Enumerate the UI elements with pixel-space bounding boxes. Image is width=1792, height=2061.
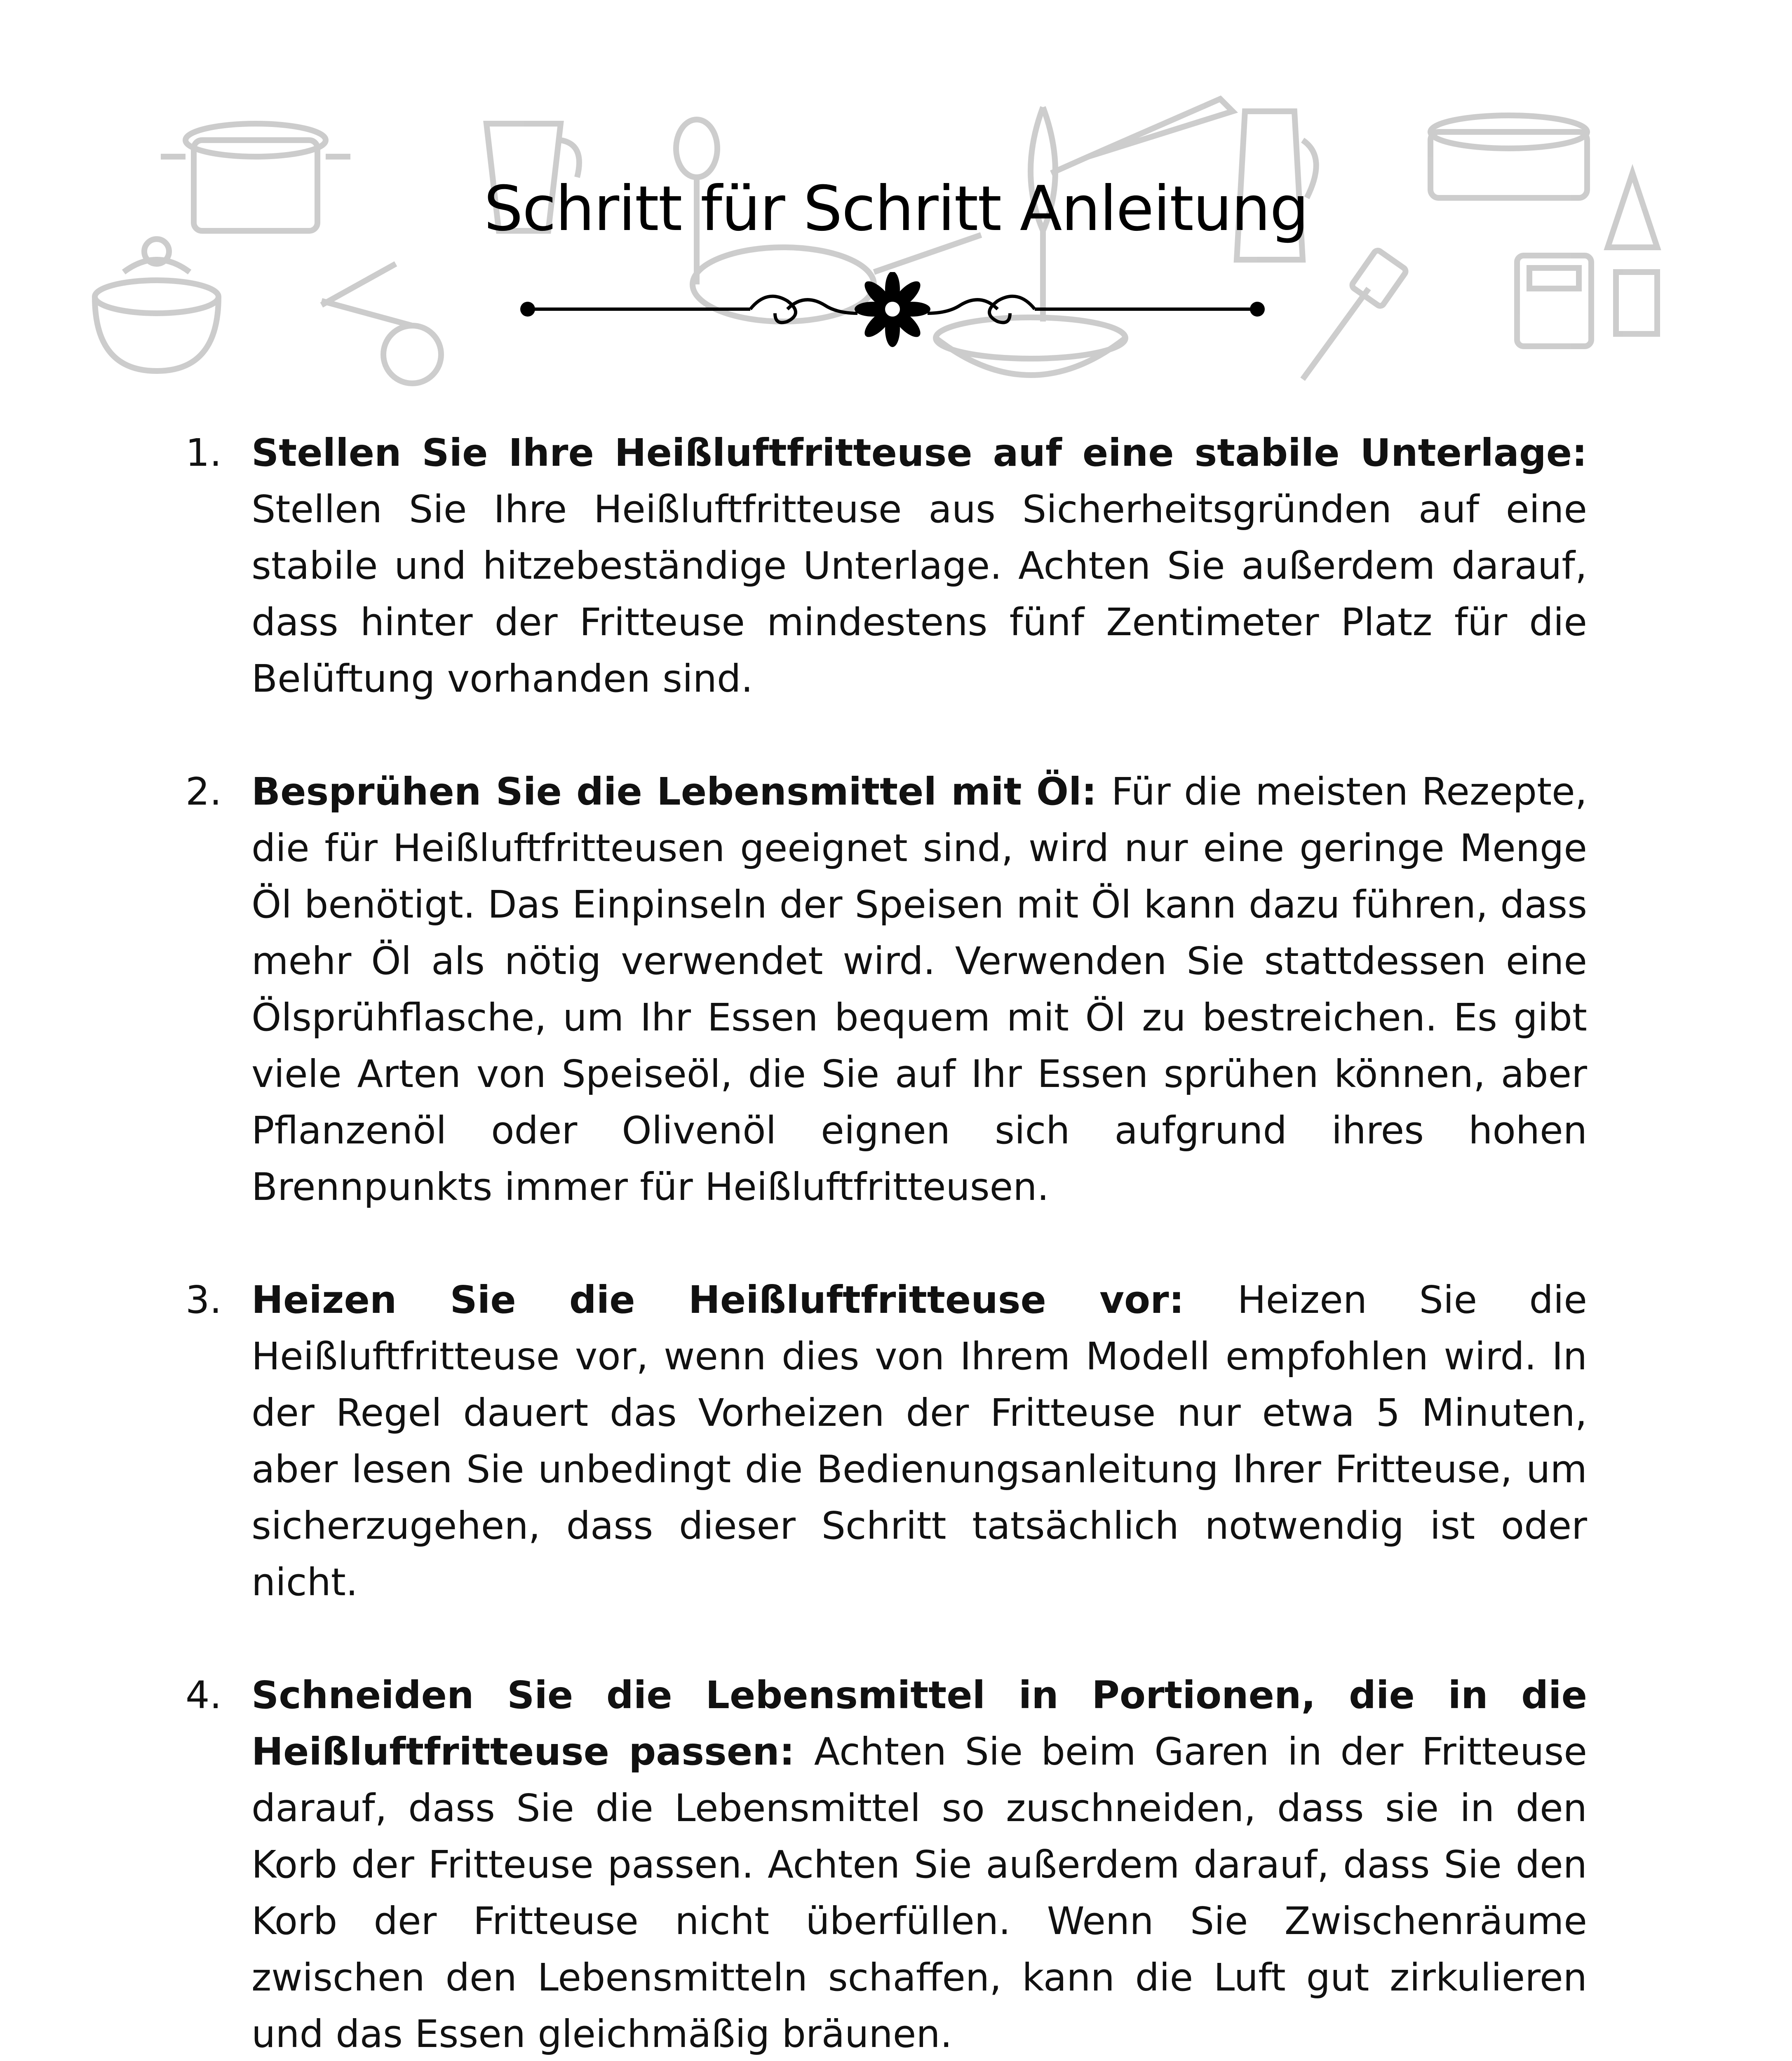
step-number: 4. [186, 1673, 222, 1717]
step-heading: Heizen Sie die Heißluftfritteuse vor: [251, 1278, 1238, 1322]
flower-icon [855, 272, 930, 347]
step-number: 2. [186, 770, 222, 814]
step-number: 1. [186, 431, 222, 475]
knife-icon [1051, 99, 1233, 173]
step-heading: Stellen Sie Ihre Heißluftfritteuse auf eine stabile Unterlage: [251, 431, 1587, 475]
list-item [177, 425, 1587, 707]
ornament-divider [519, 272, 1266, 363]
step-heading: Besprühen Sie die Lebensmittel mit Öl: [251, 770, 1111, 814]
flourish-left-icon [750, 296, 857, 323]
step-heading: Schneiden Sie die Lebensmittel in Portionen, die in die Heißluftfritteuse passen: [251, 1673, 1587, 1774]
step-text: Achten Sie beim Garen in der Fritteuse darauf, dass Sie die Lebensmittel so zuschneiden, dass sie in den Korb der Fritteuse passen. Achten Sie außerdem darauf, dass Sie den Korb der Fritteuse nicht überfüllen. Wenn Sie Zwischenräume zwischen den Lebensmitteln schaffen, kann die Luft gut zirkulieren und das Essen gleichmäßig bräunen. [251, 1730, 1587, 2056]
kitchen-scale-icon [1517, 256, 1591, 346]
instruction-list [177, 425, 1587, 2061]
list-item [177, 1272, 1587, 1610]
page-title: Schritt für Schritt Anleitung [484, 173, 1308, 245]
list-item [177, 763, 1587, 1215]
divider-dot-left [520, 302, 535, 317]
list-item [177, 1667, 1587, 2061]
step-text: Heizen Sie die Heißluftfritteuse vor, wenn dies von Ihrem Modell empfohlen wird. In der Regel dauert das Vorheizen der Fritteuse nur etwa 5 Minuten, aber lesen Sie unbedingt die Bedienungsanleitung Ihrer Fritteuse, um sicherzugehen, dass dieser Schritt tatsächlich notwendig ist oder nicht. [251, 1278, 1587, 1604]
step-text: Stellen Sie Ihre Heißluftfritteuse aus Sicherheitsgründen auf eine stabile und hitzebeständige Unterlage. Achten Sie außerdem darauf, dass hinter der Fritteuse mindestens fünf Zentimeter Platz für die Belüftung vorhanden sind. [251, 487, 1587, 701]
step-text: Für die meisten Rezepte, die für Heißluftfritteusen geeignet sind, wird nur eine geringe Menge Öl benötigt. Das Einpinseln der Speisen mit Öl kann dazu führen, dass mehr Öl als nötig verwendet wird. Verwenden Sie stattdessen eine Ölsprühflasche, um Ihr Essen bequem mit Öl zu bestreichen. Es gibt viele Arten von Speiseöl, die Sie auf Ihr Essen sprühen können, aber Pflanzenöl oder Olivenöl eignen sich aufgrund ihres hohen Brennpunkts immer für Heißluftfritteusen. [251, 770, 1587, 1209]
step-number: 3. [186, 1278, 222, 1322]
flourish-right-icon [928, 296, 1035, 323]
lidded-pot-icon [95, 239, 218, 371]
divider-dot-right [1250, 302, 1265, 317]
spatula-icon [1303, 249, 1407, 379]
ladle-icon [322, 264, 441, 383]
